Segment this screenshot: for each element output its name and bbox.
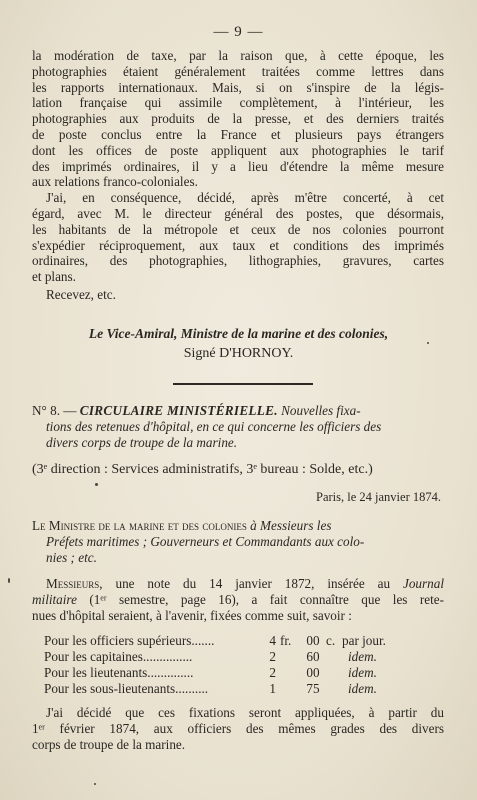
- paragraph-photographies: [32, 48, 444, 303]
- table-row: Pour les lieutenants.............. 2 00 idem.: [44, 665, 377, 680]
- date-line: Paris, le 24 janvier 1874.: [316, 490, 441, 504]
- text-line: dont les offices de poste appliquent aux photographies le tarif: [32, 142, 444, 158]
- text-line: des imprimés ordinaires, il y a lieu d'étendre la même mesure: [32, 158, 444, 174]
- text-line: ordinaires, des photographies, lithographies, gravures, cartes: [32, 253, 444, 269]
- table-row: Pour les capitaines............... 2 60 idem.: [44, 649, 377, 664]
- ink-speck: [94, 783, 96, 785]
- text-line: lation française qui assimile complètement, à l'intérieur, les: [32, 95, 444, 111]
- text-line: J'ai, en conséquence, décidé, après m'être concerté, à cet: [46, 190, 444, 206]
- signature-title: Le Vice-Amiral, Ministre de la marine et des colonies,: [88, 326, 389, 341]
- table-row: Pour les officiers supérieurs....... 4 fr. 00 c. par jour.: [44, 633, 386, 648]
- text-line: la modération de taxe, par la raison que, à cette époque, les: [32, 48, 444, 63]
- text-line: photographies aux produits de la presse, et des derniers traités: [32, 111, 444, 127]
- page-number: — 9 —: [213, 24, 264, 40]
- text-line: aux relations franco-coloniales.: [32, 174, 198, 190]
- closing-line: Recevez, etc.: [46, 286, 116, 302]
- ink-speck: [427, 342, 429, 344]
- text-line: et plans.: [32, 269, 76, 285]
- text-line: les habitants de la métropole et ceux de nos colonies pourront: [32, 221, 444, 237]
- direction-line: (3ᵉ direction : Services administratifs, 3ᵉ bureau : Solde, etc.): [32, 462, 373, 477]
- paragraph-note: Messieurs, une note du 14 janvier 1872, insérée au Journal militaire (1ᵉʳ semestre, page 16), a fait connaître que les rete- nues d'hôpital seraient, à l'avenir, fixées comme suit, savoir :: [32, 576, 445, 623]
- text-line: de poste conclus entre la France et plusieurs pays étrangers: [32, 126, 444, 142]
- hospital-rates-table: [44, 633, 420, 697]
- text-line: s'expédier réciproquement, aux taux et conditions des imprimés: [32, 237, 444, 253]
- table-row: Pour les sous-lieutenants.......... 1 75 idem.: [44, 681, 377, 696]
- circular-subtitle: tions des retenues d'hôpital, en ce qui concerne les officiers des: [46, 419, 382, 434]
- ink-speck: [8, 578, 10, 583]
- text-line: photographies étaient généralement traitées comme lettres dans: [32, 63, 444, 79]
- circular-subtitle: divers corps de troupe de la marine.: [46, 435, 238, 450]
- text-line: égard, avec M. le directeur général des postes, que désormais,: [32, 205, 444, 221]
- address-block: Le Ministre de la marine et des colonies à Messieurs les Préfets maritimes ; Gouverneurs et Commandants aux colo- nies ; etc.: [32, 518, 365, 565]
- text-line: les rapports internationaux. Mais, si on s'inspire de la légis-: [32, 79, 444, 95]
- paragraph-decision: J'ai décidé que ces fixations seront appliquées, à partir du 1ᵉʳ février 1874, aux officiers des mêmes grades des divers corps de troupe de la marine.: [32, 705, 444, 752]
- signature-name: Signé D'HORNOY.: [183, 346, 294, 361]
- ink-speck: [95, 483, 98, 486]
- circular-heading: N° 8. — CIRCULAIRE MINISTÉRIELLE. Nouvelles fixa- tions des retenues d'hôpital, en ce qui concerne les officiers des divers corps de troupe de la marine.: [32, 403, 444, 451]
- circular-title: CIRCULAIRE MINISTÉRIELLE.: [79, 403, 278, 418]
- circular-number: N° 8. —: [32, 403, 77, 418]
- section-divider: [173, 383, 313, 385]
